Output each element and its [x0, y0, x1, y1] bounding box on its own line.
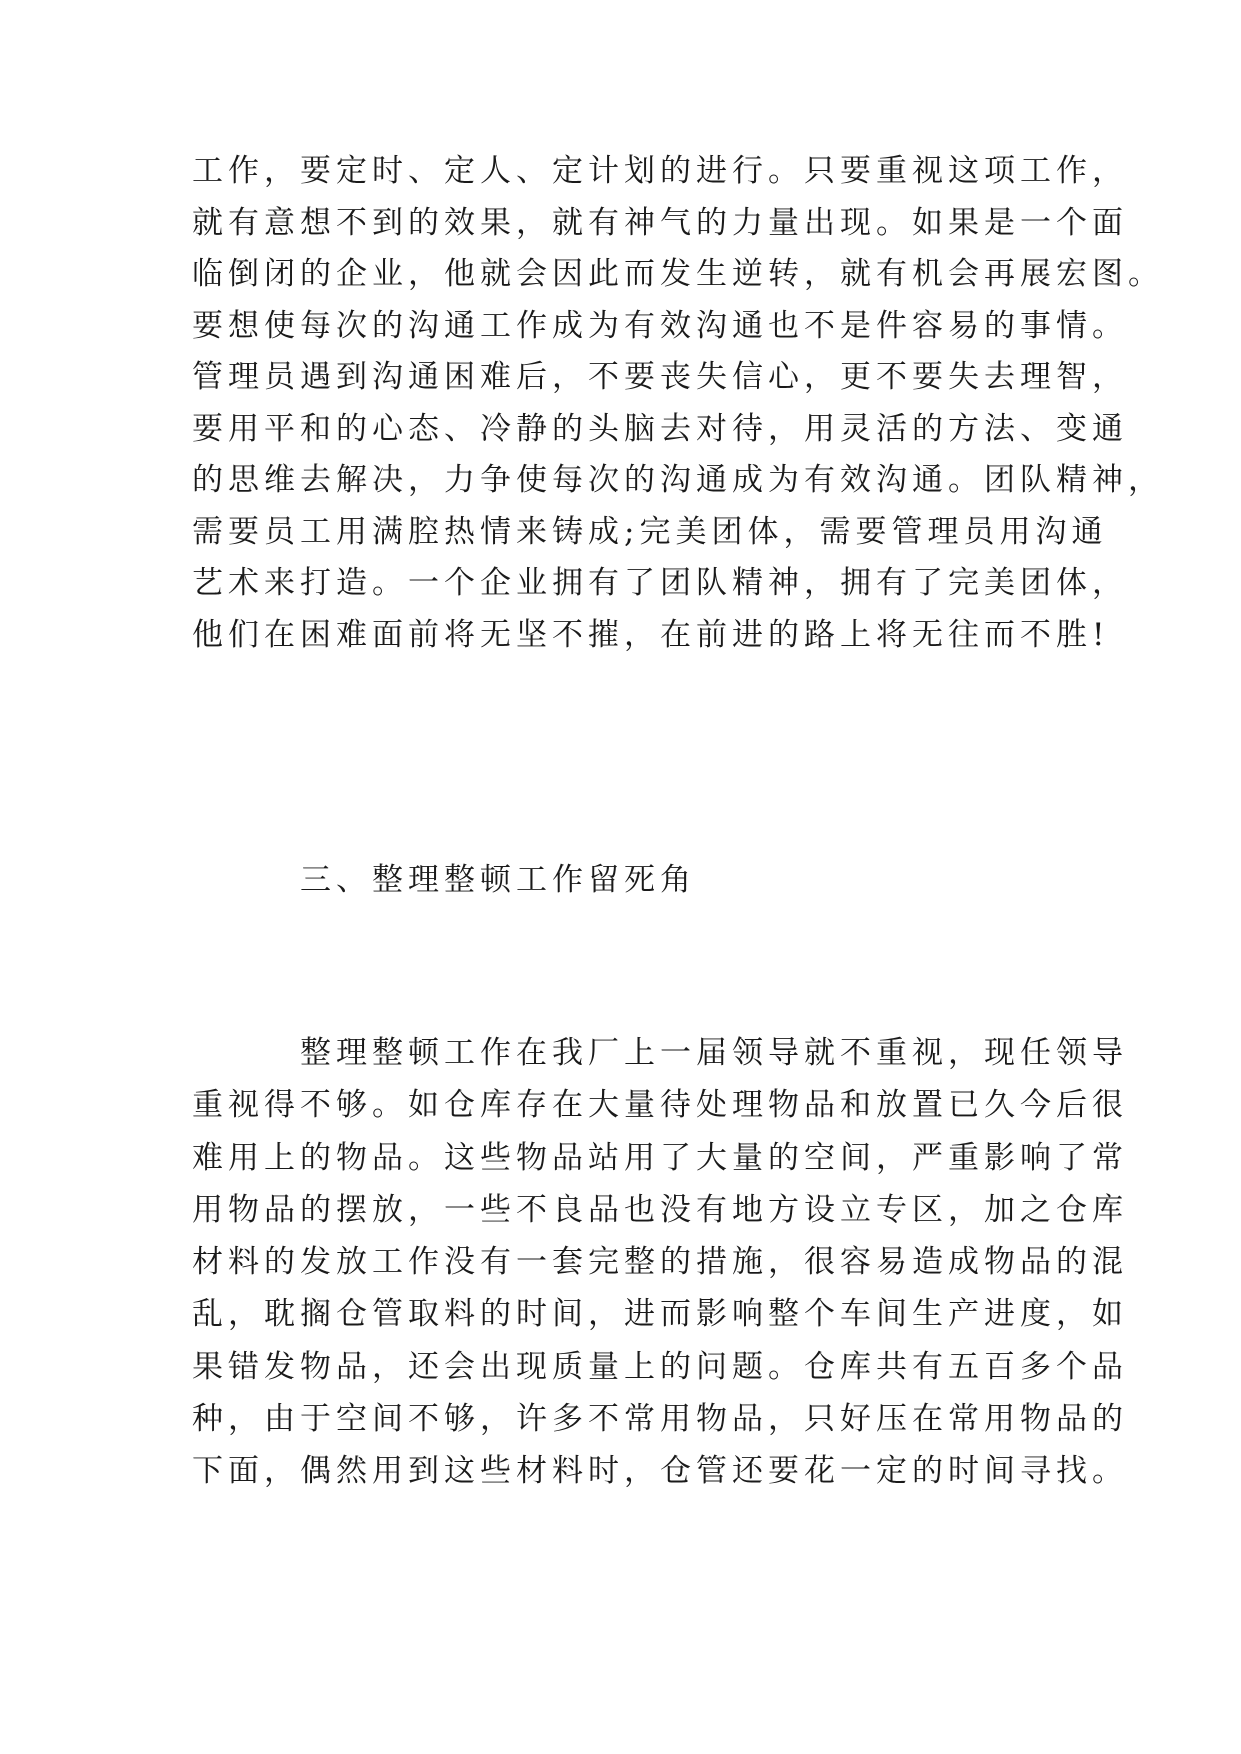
paragraph-line: 要用平和的心态、冷静的头脑去对待，用灵活的方法、变通: [192, 410, 1128, 447]
paragraph-sorting: [192, 1027, 1128, 1498]
paragraph-line: 材料的发放工作没有一套完整的措施，很容易造成物品的混: [192, 1244, 1128, 1281]
paragraph-line: 的思维去解决，力争使每次的沟通成为有效沟通。团队精神，: [192, 462, 1164, 498]
paragraph-line: 难用上的物品。这些物品站用了大量的空间，严重影响了常: [192, 1139, 1128, 1176]
paragraph-communication: [192, 146, 1164, 661]
paragraph-line: 用物品的摆放，一些不良品也没有地方设立专区，加之仓库: [192, 1191, 1128, 1228]
section-heading: 三、整理整顿工作留死角: [300, 862, 696, 898]
paragraph-line: 重视得不够。如仓库存在大量待处理物品和放置已久今后很: [192, 1087, 1128, 1124]
paragraph-line: 乱，耽搁仓管取料的时间，进而影响整个车间生产进度，如: [192, 1296, 1128, 1333]
paragraph-line: 就有意想不到的效果，就有神气的力量出现。如果是一个面: [192, 204, 1128, 241]
paragraph-line: 整理整顿工作在我厂上一届领导就不重视，现任领导: [300, 1035, 1128, 1071]
paragraph-line: 临倒闭的企业，他就会因此而发生逆转，就有机会再展宏图。: [192, 256, 1164, 292]
paragraph-line: 需要员工用满腔热情来铸成;完美团体，需要管理员用沟通: [192, 513, 1108, 550]
paragraph-line: 种，由于空间不够，许多不常用物品，只好压在常用物品的: [192, 1401, 1128, 1438]
paragraph-line: 管理员遇到沟通困难后，不要丧失信心，更不要失去理智，: [192, 359, 1128, 395]
paragraph-line: 要想使每次的沟通工作成为有效沟通也不是件容易的事情。: [192, 307, 1128, 344]
paragraph-line: 下面，偶然用到这些材料时，仓管还要花一定的时间寻找。: [192, 1453, 1128, 1490]
paragraph-line: 工作，要定时、定人、定计划的进行。只要重视这项工作，: [192, 153, 1128, 189]
paragraph-line: 艺术来打造。一个企业拥有了团队精神，拥有了完美团体，: [192, 565, 1128, 601]
paragraph-line: 他们在困难面前将无坚不摧，在前进的路上将无往而不胜!: [192, 616, 1110, 653]
paragraph-line: 果错发物品，还会出现质量上的问题。仓库共有五百多个品: [192, 1348, 1128, 1385]
